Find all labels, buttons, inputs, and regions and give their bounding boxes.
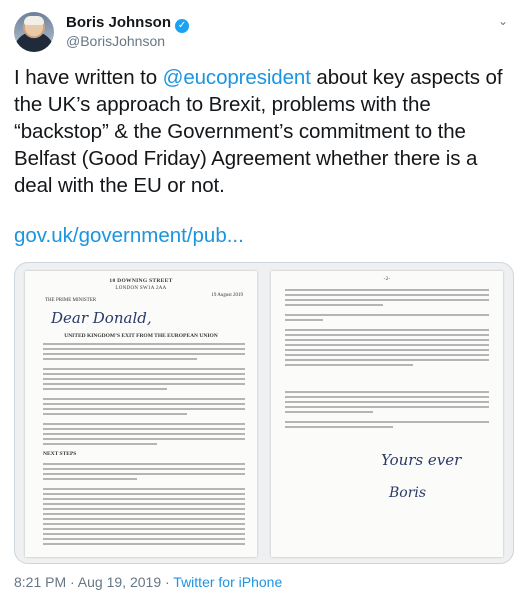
- letter-section-heading: NEXT STEPS: [43, 451, 77, 457]
- letter-page-1: [25, 271, 257, 557]
- tweet-text-part2: about key aspects of the UK’s approach to Brexit, problems with the “backstop” & the Government’s commitment to the Belfast (Good Friday) Agreement whether there is a deal with the EU or not.: [14, 66, 503, 197]
- letter-salutation: Dear Donald,: [51, 309, 152, 327]
- letter-signature: Boris: [389, 485, 427, 501]
- verified-badge-icon: ✓: [175, 19, 189, 33]
- author-handle[interactable]: @BorisJohnson: [66, 33, 166, 49]
- letter-city: LONDON SW1A 2AA: [115, 286, 167, 291]
- avatar[interactable]: [14, 12, 54, 52]
- tweet-timestamp[interactable]: 8:21 PM · Aug 19, 2019 ·: [14, 574, 174, 590]
- attached-image[interactable]: [14, 262, 514, 564]
- letter-sender: THE PRIME MINISTER: [45, 298, 97, 303]
- tweet-source[interactable]: Twitter for iPhone: [173, 574, 283, 590]
- letter-address: 10 DOWNING STREET: [109, 278, 173, 284]
- letter-signoff: Yours ever: [381, 451, 462, 469]
- tweet-text-part1: I have written to: [14, 66, 163, 89]
- tweet-header: [14, 12, 434, 56]
- tweet-footer: [14, 574, 282, 590]
- mention-link[interactable]: @eucopresident: [162, 66, 311, 89]
- tweet-text: [14, 64, 514, 199]
- letter-heading: UNITED KINGDOM’S EXIT FROM THE EUROPEAN UNION: [64, 333, 218, 339]
- author-name-text[interactable]: Boris Johnson: [66, 14, 172, 31]
- url-link[interactable]: gov.uk/government/pub...: [14, 224, 244, 247]
- letter-date: 19 August 2019: [211, 293, 243, 298]
- letter-page-number: -2-: [383, 277, 391, 282]
- author-name[interactable]: [66, 14, 189, 33]
- chevron-down-icon[interactable]: ⌄: [498, 14, 509, 28]
- letter-page-2: [271, 271, 503, 557]
